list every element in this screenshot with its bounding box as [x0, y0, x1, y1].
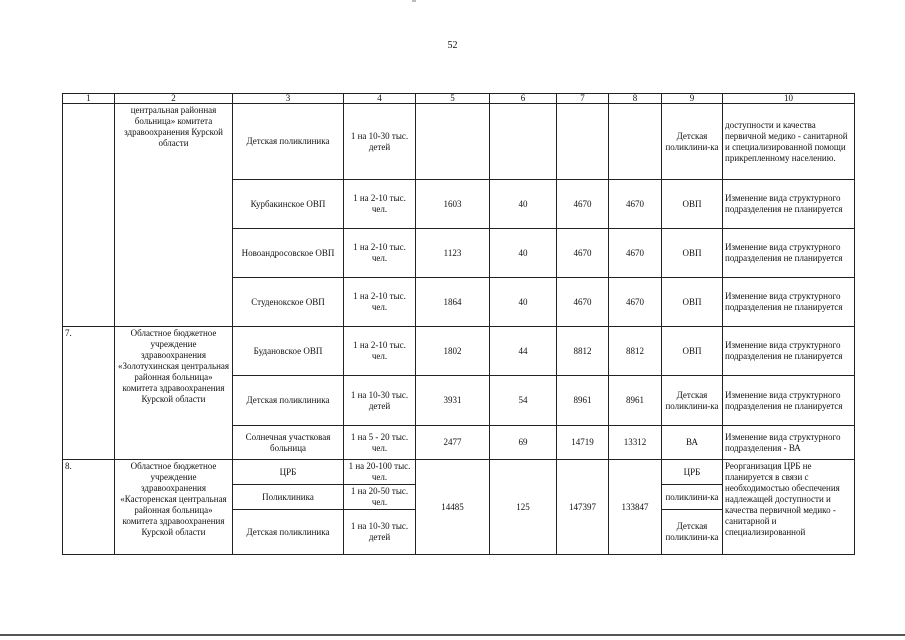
value-cell: 1864: [416, 278, 490, 327]
table-row: [63, 327, 855, 376]
note-cell: Изменение вида структурного подразделения не планируется: [723, 327, 855, 376]
value-cell: 40: [490, 180, 557, 229]
note-cell: Изменение вида структурного подразделения - ВА: [723, 426, 855, 460]
row-number-cell: 7.: [63, 327, 115, 460]
note-cell: Изменение вида структурного подразделения не планируется: [723, 180, 855, 229]
page-number: 52: [447, 40, 458, 51]
value-cell: 4670: [609, 278, 662, 327]
header-cell: 9: [662, 94, 723, 104]
note-cell: Реорганизация ЦРБ не планируется в связи с необходимостью обеспечения надлежащей доступности и качества первичной медико - санитарной и специализированной: [723, 460, 855, 555]
norm-cell: 1 на 10-30 тыс. детей: [344, 376, 416, 426]
header-cell: 8: [609, 94, 662, 104]
norm-cell: 1 на 20-50 тыс. чел.: [344, 485, 416, 510]
data-table: [62, 93, 855, 555]
norm-cell: 1 на 2-10 тыс. чел.: [344, 327, 416, 376]
header-cell: 10: [723, 94, 855, 104]
norm-cell: 1 на 10-30 тыс. детей: [344, 510, 416, 555]
value-cell: 4670: [557, 180, 609, 229]
header-row: [63, 94, 855, 104]
type-cell: Детская поликлини-ка: [662, 510, 723, 555]
institution-cell: центральная районная больница» комитета здравоохранения Курской области: [115, 104, 233, 327]
type-cell: ОВП: [662, 327, 723, 376]
type-cell: Детская поликлини-ка: [662, 104, 723, 180]
subdivision-cell: Поликлиника: [233, 485, 344, 510]
value-cell: 13312: [609, 426, 662, 460]
header-cell: 4: [344, 94, 416, 104]
institution-cell: Областное бюджетное учреждение здравоохранения «Касторенская центральная районная больница» комитета здравоохранения Курской области: [115, 460, 233, 555]
scan-border: [0, 634, 905, 636]
type-cell: ОВП: [662, 180, 723, 229]
note-cell: доступности и качества первичной медико - санитарной и специализированной помощи прикрепленному населению.: [723, 104, 855, 180]
norm-cell: 1 на 2-10 тыс. чел.: [344, 180, 416, 229]
subdivision-cell: Детская поликлиника: [233, 510, 344, 555]
type-cell: Детская поликлини-ка: [662, 376, 723, 426]
type-cell: ВА: [662, 426, 723, 460]
subdivision-cell: Студенокское ОВП: [233, 278, 344, 327]
header-cell: 1: [63, 94, 115, 104]
value-cell: 54: [490, 376, 557, 426]
value-cell: 2477: [416, 426, 490, 460]
value-cell: [416, 104, 490, 180]
table-row: [63, 460, 855, 485]
type-cell: ОВП: [662, 229, 723, 278]
value-cell: 4670: [609, 229, 662, 278]
type-cell: ЦРБ: [662, 460, 723, 485]
subdivision-cell: Курбакинское ОВП: [233, 180, 344, 229]
value-cell: 69: [490, 426, 557, 460]
value-cell: 125: [490, 460, 557, 555]
norm-cell: 1 на 2-10 тыс. чел.: [344, 278, 416, 327]
value-cell: 133847: [609, 460, 662, 555]
value-cell: 147397: [557, 460, 609, 555]
header-cell: 6: [490, 94, 557, 104]
note-cell: Изменение вида структурного подразделения не планируется: [723, 376, 855, 426]
note-cell: Изменение вида структурного подразделения не планируется: [723, 278, 855, 327]
value-cell: 14719: [557, 426, 609, 460]
subdivision-cell: Солнечная участковая больница: [233, 426, 344, 460]
type-cell: ОВП: [662, 278, 723, 327]
row-number-cell: 8.: [63, 460, 115, 555]
value-cell: [490, 104, 557, 180]
subdivision-cell: Детская поликлиника: [233, 376, 344, 426]
row-number-cell: [63, 104, 115, 327]
header-cell: 7: [557, 94, 609, 104]
value-cell: 4670: [557, 229, 609, 278]
value-cell: 14485: [416, 460, 490, 555]
value-cell: 8812: [609, 327, 662, 376]
value-cell: 8961: [609, 376, 662, 426]
value-cell: 1802: [416, 327, 490, 376]
norm-cell: 1 на 10-30 тыс. детей: [344, 104, 416, 180]
value-cell: 8812: [557, 327, 609, 376]
value-cell: [557, 104, 609, 180]
table-row: [63, 104, 855, 180]
value-cell: 40: [490, 278, 557, 327]
value-cell: 40: [490, 229, 557, 278]
value-cell: [609, 104, 662, 180]
value-cell: 4670: [557, 278, 609, 327]
institution-cell: Областное бюджетное учреждение здравоохранения «Золотухинская центральная районная больница» комитета здравоохранения Курской области: [115, 327, 233, 460]
norm-cell: 1 на 20-100 тыс. чел.: [344, 460, 416, 485]
value-cell: 1603: [416, 180, 490, 229]
note-cell: Изменение вида структурного подразделения не планируется: [723, 229, 855, 278]
norm-cell: 1 на 5 - 20 тыс. чел.: [344, 426, 416, 460]
subdivision-cell: Новоандросовское ОВП: [233, 229, 344, 278]
value-cell: 1123: [416, 229, 490, 278]
value-cell: 4670: [609, 180, 662, 229]
header-cell: 2: [115, 94, 233, 104]
header-cell: 5: [416, 94, 490, 104]
value-cell: 44: [490, 327, 557, 376]
value-cell: 3931: [416, 376, 490, 426]
type-cell: поликлини-ка: [662, 485, 723, 510]
subdivision-cell: ЦРБ: [233, 460, 344, 485]
value-cell: 8961: [557, 376, 609, 426]
subdivision-cell: Будановское ОВП: [233, 327, 344, 376]
subdivision-cell: Детская поликлиника: [233, 104, 344, 180]
header-cell: 3: [233, 94, 344, 104]
scan-mark: [412, 0, 416, 2]
norm-cell: 1 на 2-10 тыс. чел.: [344, 229, 416, 278]
